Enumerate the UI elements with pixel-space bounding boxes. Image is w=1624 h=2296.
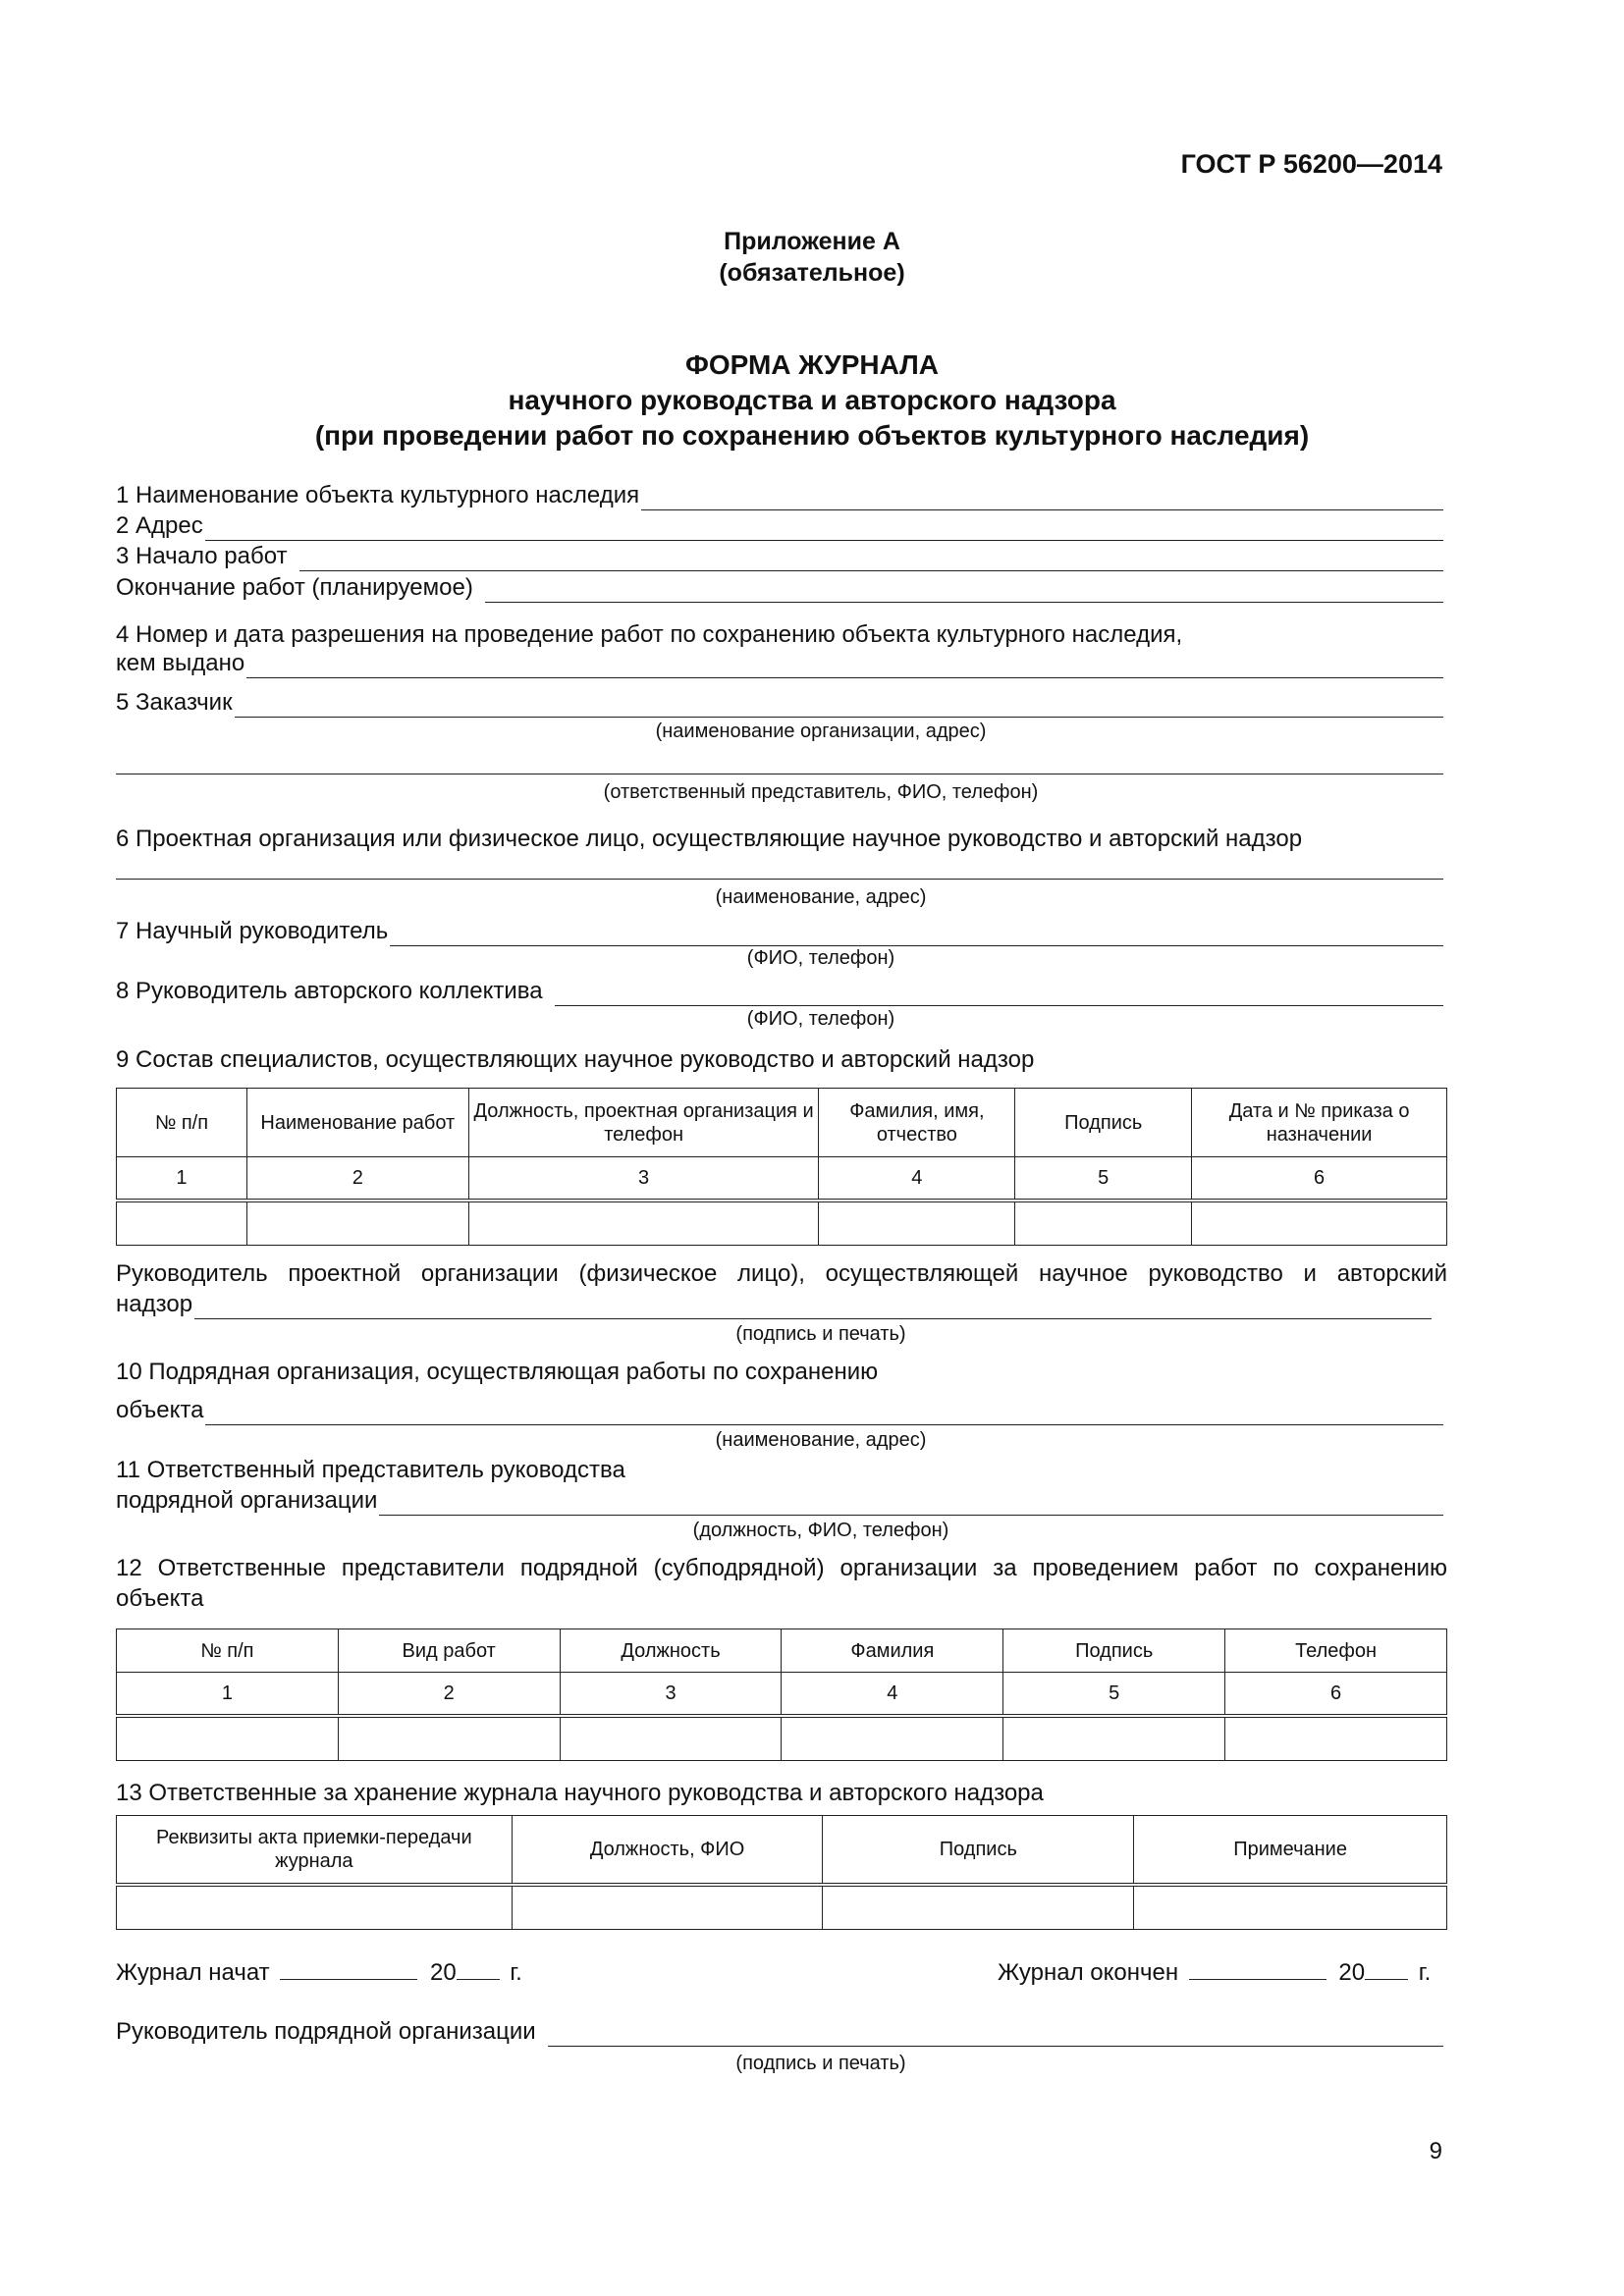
- table9-number-cell: 3: [468, 1157, 819, 1201]
- table12-header-cell: Фамилия: [782, 1629, 1003, 1673]
- field-start-label: 3 Начало работ: [116, 543, 288, 569]
- journal-ended-date-input[interactable]: [1189, 1955, 1326, 1980]
- table9-number-cell: 2: [246, 1157, 468, 1201]
- table12-header-cell: № п/п: [117, 1629, 339, 1673]
- section-9-label: 9 Состав специалистов, осуществляющих научное руководство и авторский надзор: [116, 1046, 1035, 1073]
- form-subtitle-2: (при проведении работ по сохранению объектов культурного наследия): [314, 420, 1310, 451]
- field-address-label: 2 Адрес: [116, 512, 203, 539]
- caption-scientific-lead: (ФИО, телефон): [746, 947, 895, 969]
- table9-number-cell: 1: [117, 1157, 247, 1201]
- appendix-status: (обязательное): [719, 259, 905, 287]
- field-permit-issuer-label: кем выдано: [116, 650, 245, 676]
- field-scientific-lead-label: 7 Научный руководитель: [116, 918, 389, 944]
- field-design-org-label: 6 Проектная организация или физическое лицо, осуществляющие научное руководство и авторский надзор: [116, 826, 1303, 852]
- field-address[interactable]: [116, 511, 1443, 541]
- table12-entry-cell[interactable]: [560, 1716, 782, 1761]
- caption-signature: (подпись и печать): [735, 2053, 906, 2074]
- journal-started-year-input[interactable]: [457, 1955, 500, 1980]
- caption-author-lead: (ФИО, телефон): [746, 1008, 895, 1030]
- form-title: ФОРМА ЖУРНАЛА: [684, 349, 940, 380]
- table9-entry-cell[interactable]: [819, 1201, 1015, 1246]
- table12-number-cell: 2: [338, 1673, 560, 1716]
- table9-entry-cell[interactable]: [468, 1201, 819, 1246]
- field-end[interactable]: [116, 573, 1443, 603]
- caption-customer-org: (наименование организации, адрес): [655, 721, 987, 742]
- line-design-org[interactable]: [116, 879, 1443, 880]
- journal-started: [116, 1955, 522, 1988]
- journal-ended: [998, 1955, 1431, 1988]
- table9-number-cell: 4: [819, 1157, 1015, 1201]
- page-number: 9: [1429, 2138, 1442, 2164]
- table12-entry-cell[interactable]: [338, 1716, 560, 1761]
- table13-entry-cell[interactable]: [117, 1885, 513, 1930]
- table12-number-cell: 6: [1225, 1673, 1447, 1716]
- table12-number-cell: 1: [117, 1673, 339, 1716]
- field-permit-label: 4 Номер и дата разрешения на проведение работ по сохранению объекта культурного наследия,: [116, 621, 1183, 648]
- field-author-lead[interactable]: [116, 977, 1443, 1006]
- standard-number: ГОСТ Р 56200—2014: [1180, 149, 1442, 179]
- field-design-org-head-label: надзор: [116, 1291, 193, 1317]
- field-contractor-rep-label: подрядной организации: [116, 1487, 378, 1514]
- table12-header-cell: Подпись: [1003, 1629, 1225, 1673]
- design-org-head-label: Руководитель проектной организации (физическое лицо), осуществляющей научное руководство и авторский: [116, 1260, 1447, 1287]
- section-12-label-2: объекта: [116, 1585, 204, 1612]
- table13-header-cell: Подпись: [823, 1816, 1134, 1885]
- field-author-lead-label: 8 Руководитель авторского коллектива: [116, 978, 543, 1004]
- caption-contractor-rep: (должность, ФИО, телефон): [692, 1520, 949, 1541]
- table12-entry-cell[interactable]: [117, 1716, 339, 1761]
- table13-entry-cell[interactable]: [512, 1885, 823, 1930]
- table9-entry-cell[interactable]: [1015, 1201, 1192, 1246]
- caption-customer-representative: (ответственный представитель, ФИО, телефон): [603, 781, 1039, 803]
- table-contractor-reps: [116, 1629, 1447, 1761]
- table13-entry-cell[interactable]: [1134, 1885, 1447, 1930]
- field-scientific-lead[interactable]: [116, 917, 1443, 946]
- form-subtitle: научного руководства и авторского надзора: [508, 385, 1116, 415]
- field-contractor-head-signature-label: Руководитель подрядной организации: [116, 2018, 536, 2045]
- journal-ended-year-suffix: г.: [1418, 1959, 1432, 1986]
- field-contractor-head-signature[interactable]: [116, 2017, 1443, 2047]
- table9-number-cell: 5: [1015, 1157, 1192, 1201]
- field-customer[interactable]: [116, 688, 1443, 718]
- journal-started-date-input[interactable]: [280, 1955, 417, 1980]
- table9-header-cell: Должность, проектная организация и телефон: [468, 1089, 819, 1157]
- journal-started-year-prefix: 20: [429, 1959, 457, 1986]
- table9-header-cell: Фамилия, имя, отчество: [819, 1089, 1015, 1157]
- section-10-label: 10 Подрядная организация, осуществляющая работы по сохранению: [116, 1359, 879, 1385]
- table12-number-cell: 3: [560, 1673, 782, 1716]
- table12-header-cell: Должность: [560, 1629, 782, 1673]
- field-start[interactable]: [116, 542, 1443, 571]
- table-specialists: [116, 1088, 1447, 1246]
- table9-header-cell: Наименование работ: [246, 1089, 468, 1157]
- field-object-name-label: 1 Наименование объекта культурного наследия: [116, 482, 640, 508]
- field-contractor-label: объекта: [116, 1397, 204, 1423]
- field-customer-label: 5 Заказчик: [116, 689, 233, 716]
- table9-entry-cell[interactable]: [117, 1201, 247, 1246]
- table13-header-cell: Реквизиты акта приемки-передачи журнала: [117, 1816, 513, 1885]
- table9-header-cell: Подпись: [1015, 1089, 1192, 1157]
- table13-entry-cell[interactable]: [823, 1885, 1134, 1930]
- table12-header-cell: Телефон: [1225, 1629, 1447, 1673]
- journal-started-year-suffix: г.: [510, 1959, 522, 1986]
- journal-started-label: Журнал начат: [116, 1959, 270, 1986]
- table13-header-cell: Примечание: [1134, 1816, 1447, 1885]
- section-12-label: 12 Ответственные представители подрядной (субподрядной) организации за проведением работ по сохранению: [116, 1555, 1447, 1581]
- table9-number-cell: 6: [1192, 1157, 1447, 1201]
- field-design-org-head[interactable]: [116, 1290, 1432, 1319]
- section-13-label: 13 Ответственные за хранение журнала научного руководства и авторского надзора: [116, 1780, 1044, 1806]
- journal-ended-year-prefix: 20: [1338, 1959, 1366, 1986]
- table9-header-cell: Дата и № приказа о назначении: [1192, 1089, 1447, 1157]
- journal-ended-year-input[interactable]: [1365, 1955, 1408, 1980]
- section-11-label: 11 Ответственный представитель руководства: [116, 1457, 625, 1483]
- table9-header-cell: № п/п: [117, 1089, 247, 1157]
- field-permit-issuer[interactable]: [116, 649, 1443, 678]
- caption-design-org: (наименование, адрес): [715, 886, 927, 908]
- table9-entry-cell[interactable]: [1192, 1201, 1447, 1246]
- caption-design-org-head: (подпись и печать): [735, 1323, 906, 1345]
- journal-ended-label: Журнал окончен: [998, 1959, 1179, 1986]
- appendix-title: Приложение А: [724, 228, 900, 255]
- table9-entry-cell[interactable]: [246, 1201, 468, 1246]
- field-end-label: Окончание работ (планируемое): [116, 574, 473, 601]
- table12-entry-cell[interactable]: [782, 1716, 1003, 1761]
- table12-number-cell: 4: [782, 1673, 1003, 1716]
- table-journal-custody: [116, 1815, 1447, 1930]
- table12-number-cell: 5: [1003, 1673, 1225, 1716]
- field-contractor[interactable]: [116, 1396, 1443, 1425]
- table12-entry-cell[interactable]: [1225, 1716, 1447, 1761]
- field-object-name[interactable]: [116, 481, 1443, 510]
- table12-header-cell: Вид работ: [338, 1629, 560, 1673]
- table13-header-cell: Должность, ФИО: [512, 1816, 823, 1885]
- field-contractor-rep[interactable]: [116, 1486, 1443, 1516]
- caption-contractor: (наименование, адрес): [715, 1429, 927, 1451]
- table12-entry-cell[interactable]: [1003, 1716, 1225, 1761]
